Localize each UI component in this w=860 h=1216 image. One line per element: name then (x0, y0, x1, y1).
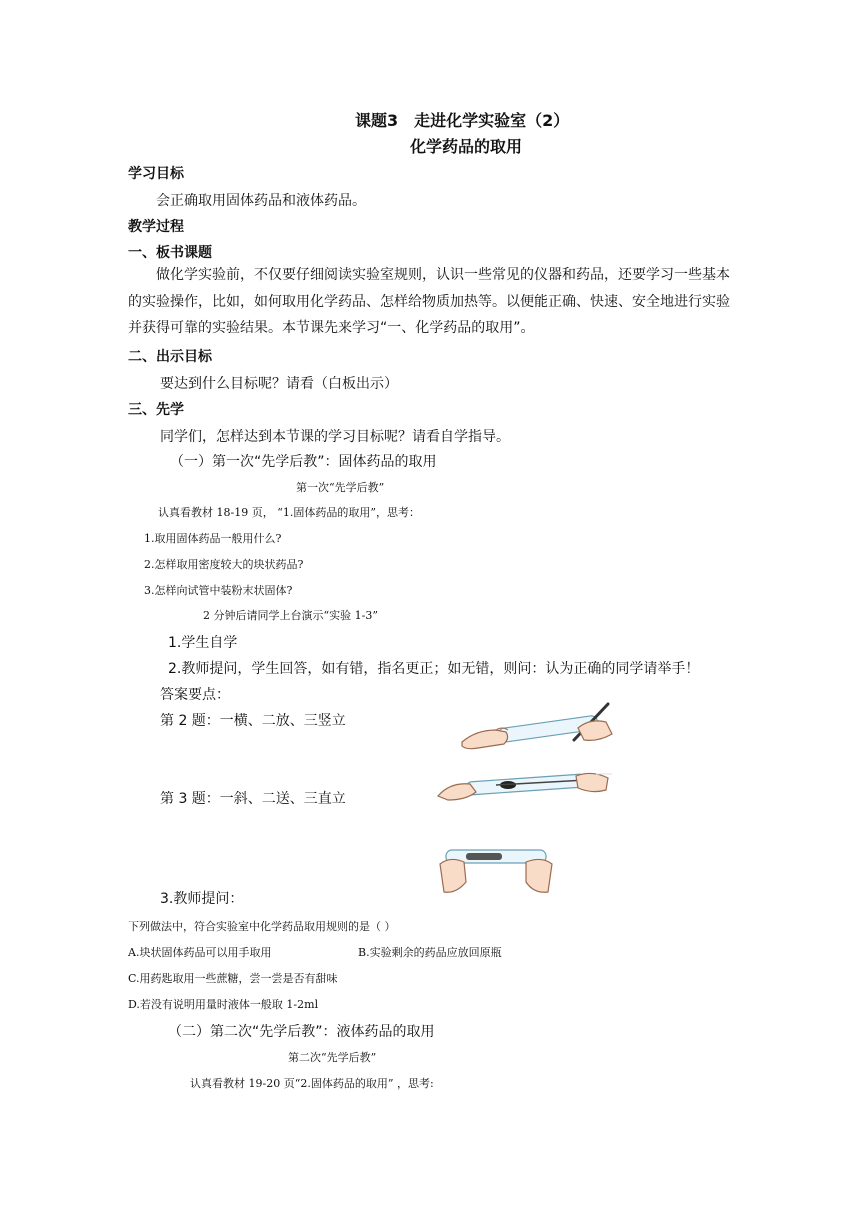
page-subtitle: 化学药品的取用 (410, 137, 523, 156)
section2-heading: 二、出示目标 (128, 349, 212, 365)
guide2-intro: 认真看教材 19-20 页“2.固体药品的取用” ，思考: (190, 1077, 434, 1090)
guide1-title: 第一次“先学后教” (296, 481, 385, 494)
quiz-option-a: A.块状固体药品可以用手取用 (128, 946, 272, 959)
part1-heading: （一）第一次“先学后教”：固体药品的取用 (170, 454, 437, 470)
section1-paragraph: 做化学实验前，不仅要仔细阅读实验室规则，认识一些常见的仪器和药品，还要学习一些基本的实验操作，比如，如何取用化学药品、怎样给物质加热等。以便能正确、快速、安全地进行实验并获得可靠的实验结果。本节课先来学习“一、化学药品的取用”。 (128, 267, 730, 336)
guide1-question-1: 1.取用固体药品一般用什么? (144, 532, 282, 545)
quiz-option-d: D.若没有说明用量时液体一般取 1-2ml (128, 998, 319, 1011)
guide1-intro: 认真看教材 18-19 页， “1.固体药品的取用”，思考： (158, 506, 420, 519)
hands-uprighting-test-tube-icon (436, 842, 556, 898)
goal-heading: 学习目标 (128, 166, 184, 182)
answer-label: 答案要点： (160, 687, 230, 703)
section3-heading: 三、先学 (128, 402, 184, 418)
test-tube-tilted-with-spatula-icon (436, 766, 616, 806)
guide1-question-3: 3.怎样向试管中装粉末状固体? (144, 584, 293, 597)
quiz-question: 下列做法中，符合实验室中化学药品取用规则的是（ ） (128, 920, 396, 933)
section3-text: 同学们，怎样达到本节课的学习目标呢？请看自学指导。 (160, 429, 510, 445)
goal-text: 会正确取用固体药品和液体药品。 (156, 193, 366, 209)
guide1-demo-note: 2 分钟后请同学上台演示“实验 1-3” (203, 609, 378, 622)
hand-holding-test-tube-horizontal-icon (458, 700, 618, 760)
answer-2: 第 2 题：一横、二放、三竖立 (160, 713, 346, 729)
guide2-title: 第二次“先学后教” (288, 1051, 377, 1064)
part2-heading: （二）第二次“先学后教”：液体药品的取用 (168, 1024, 435, 1040)
step-3: 3.教师提问： (160, 891, 244, 907)
quiz-option-b: B.实验剩余的药品应放回原瓶 (358, 946, 502, 959)
quiz-option-c: C.用药匙取用一些蔗糖，尝一尝是否有甜味 (128, 972, 338, 985)
guide1-question-2: 2.怎样取用密度较大的块状药品? (144, 558, 304, 571)
page-title: 课题3 走进化学实验室（2） (355, 111, 570, 130)
section2-text: 要达到什么目标呢？请看（白板出示） (160, 376, 398, 392)
process-heading: 教学过程 (128, 219, 184, 235)
step-2: 2.教师提问，学生回答，如有错，指名更正；如无错，则问：认为正确的同学请举手！ (168, 661, 700, 677)
answer-3: 第 3 题：一斜、二送、三直立 (160, 791, 346, 807)
step-1: 1.学生自学 (168, 635, 238, 651)
section1-heading: 一、板书课题 (128, 245, 212, 261)
